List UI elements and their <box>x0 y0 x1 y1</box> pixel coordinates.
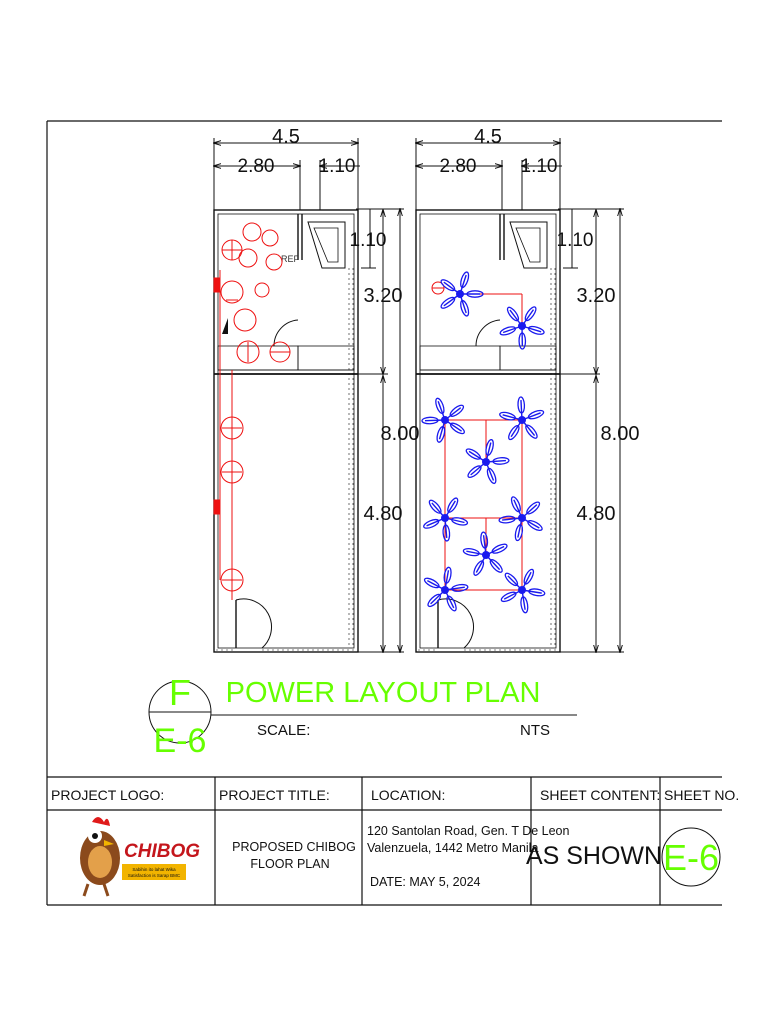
project-title-line-1: PROPOSED CHIBOG <box>232 840 356 854</box>
right-dim-small-room: 1.10 <box>556 230 594 251</box>
power-layout-red <box>214 223 290 600</box>
sheet-no-value: E-6 <box>662 837 720 878</box>
sheet-content-value: AS SHOWN <box>525 842 663 870</box>
chibog-logo <box>78 817 200 896</box>
bubble-top-text: F <box>169 672 191 713</box>
right-dim-lower-depth: 4.80 <box>576 503 616 525</box>
left-wall-hatch <box>216 268 354 650</box>
project-title-line-2: FLOOR PLAN <box>250 857 330 871</box>
left-dim-overall-width: 4.5 <box>272 126 300 148</box>
scale-value: NTS <box>520 722 550 739</box>
right-dim-left-segment: 2.80 <box>439 156 477 177</box>
logo-tagline-1: Sabihin ito lahat Wika <box>132 867 176 872</box>
left-dim-right-segment: 1.10 <box>318 156 356 177</box>
location-date: DATE: MAY 5, 2024 <box>370 875 481 889</box>
ceiling-fan-icon <box>423 567 468 612</box>
left-dim-overall-depth: 8.00 <box>380 423 420 445</box>
plan-title: POWER LAYOUT PLAN <box>225 677 541 709</box>
left-dim-lower-depth: 4.80 <box>363 503 403 525</box>
right-dim-right-segment: 1.10 <box>520 156 558 177</box>
plan-title-area <box>149 672 577 760</box>
header-project-logo: PROJECT LOGO: <box>51 787 165 803</box>
left-floor-plan <box>214 126 419 652</box>
ceiling-fan-icon <box>440 271 483 317</box>
right-dim-overall-width: 4.5 <box>474 126 502 148</box>
location-line-1: 120 Santolan Road, Gen. T De Leon <box>367 824 570 838</box>
left-walls <box>214 210 358 652</box>
ceiling-fan-icon <box>500 568 545 613</box>
header-sheet-no: SHEET NO. <box>664 787 740 803</box>
info-table <box>47 777 739 905</box>
bubble-bottom-text: E-6 <box>153 722 207 760</box>
ref-label: REF <box>281 254 299 264</box>
left-dimension-lines <box>214 138 404 652</box>
right-dim-overall-depth: 8.00 <box>600 423 640 445</box>
scale-label: SCALE: <box>257 722 311 739</box>
appliance-marker <box>222 318 228 334</box>
ceiling-fan-icon <box>465 439 509 485</box>
right-floor-plan <box>416 126 639 652</box>
logo-tagline-2: Satisfaction is Sarap BMC <box>127 873 181 878</box>
ceiling-fans <box>422 271 545 613</box>
header-sheet-content: SHEET CONTENT: <box>540 787 661 803</box>
header-location: LOCATION: <box>371 787 446 803</box>
left-dim-left-segment: 2.80 <box>237 156 275 177</box>
right-dim-upper-depth: 3.20 <box>576 285 616 307</box>
left-dim-upper-depth: 3.20 <box>363 285 403 307</box>
location-line-2: Valenzuela, 1442 Metro Manila <box>367 841 539 855</box>
left-dim-small-room: 1.10 <box>349 230 387 251</box>
logo-brand: CHIBOG <box>124 841 200 862</box>
header-project-title: PROJECT TITLE: <box>219 787 330 803</box>
